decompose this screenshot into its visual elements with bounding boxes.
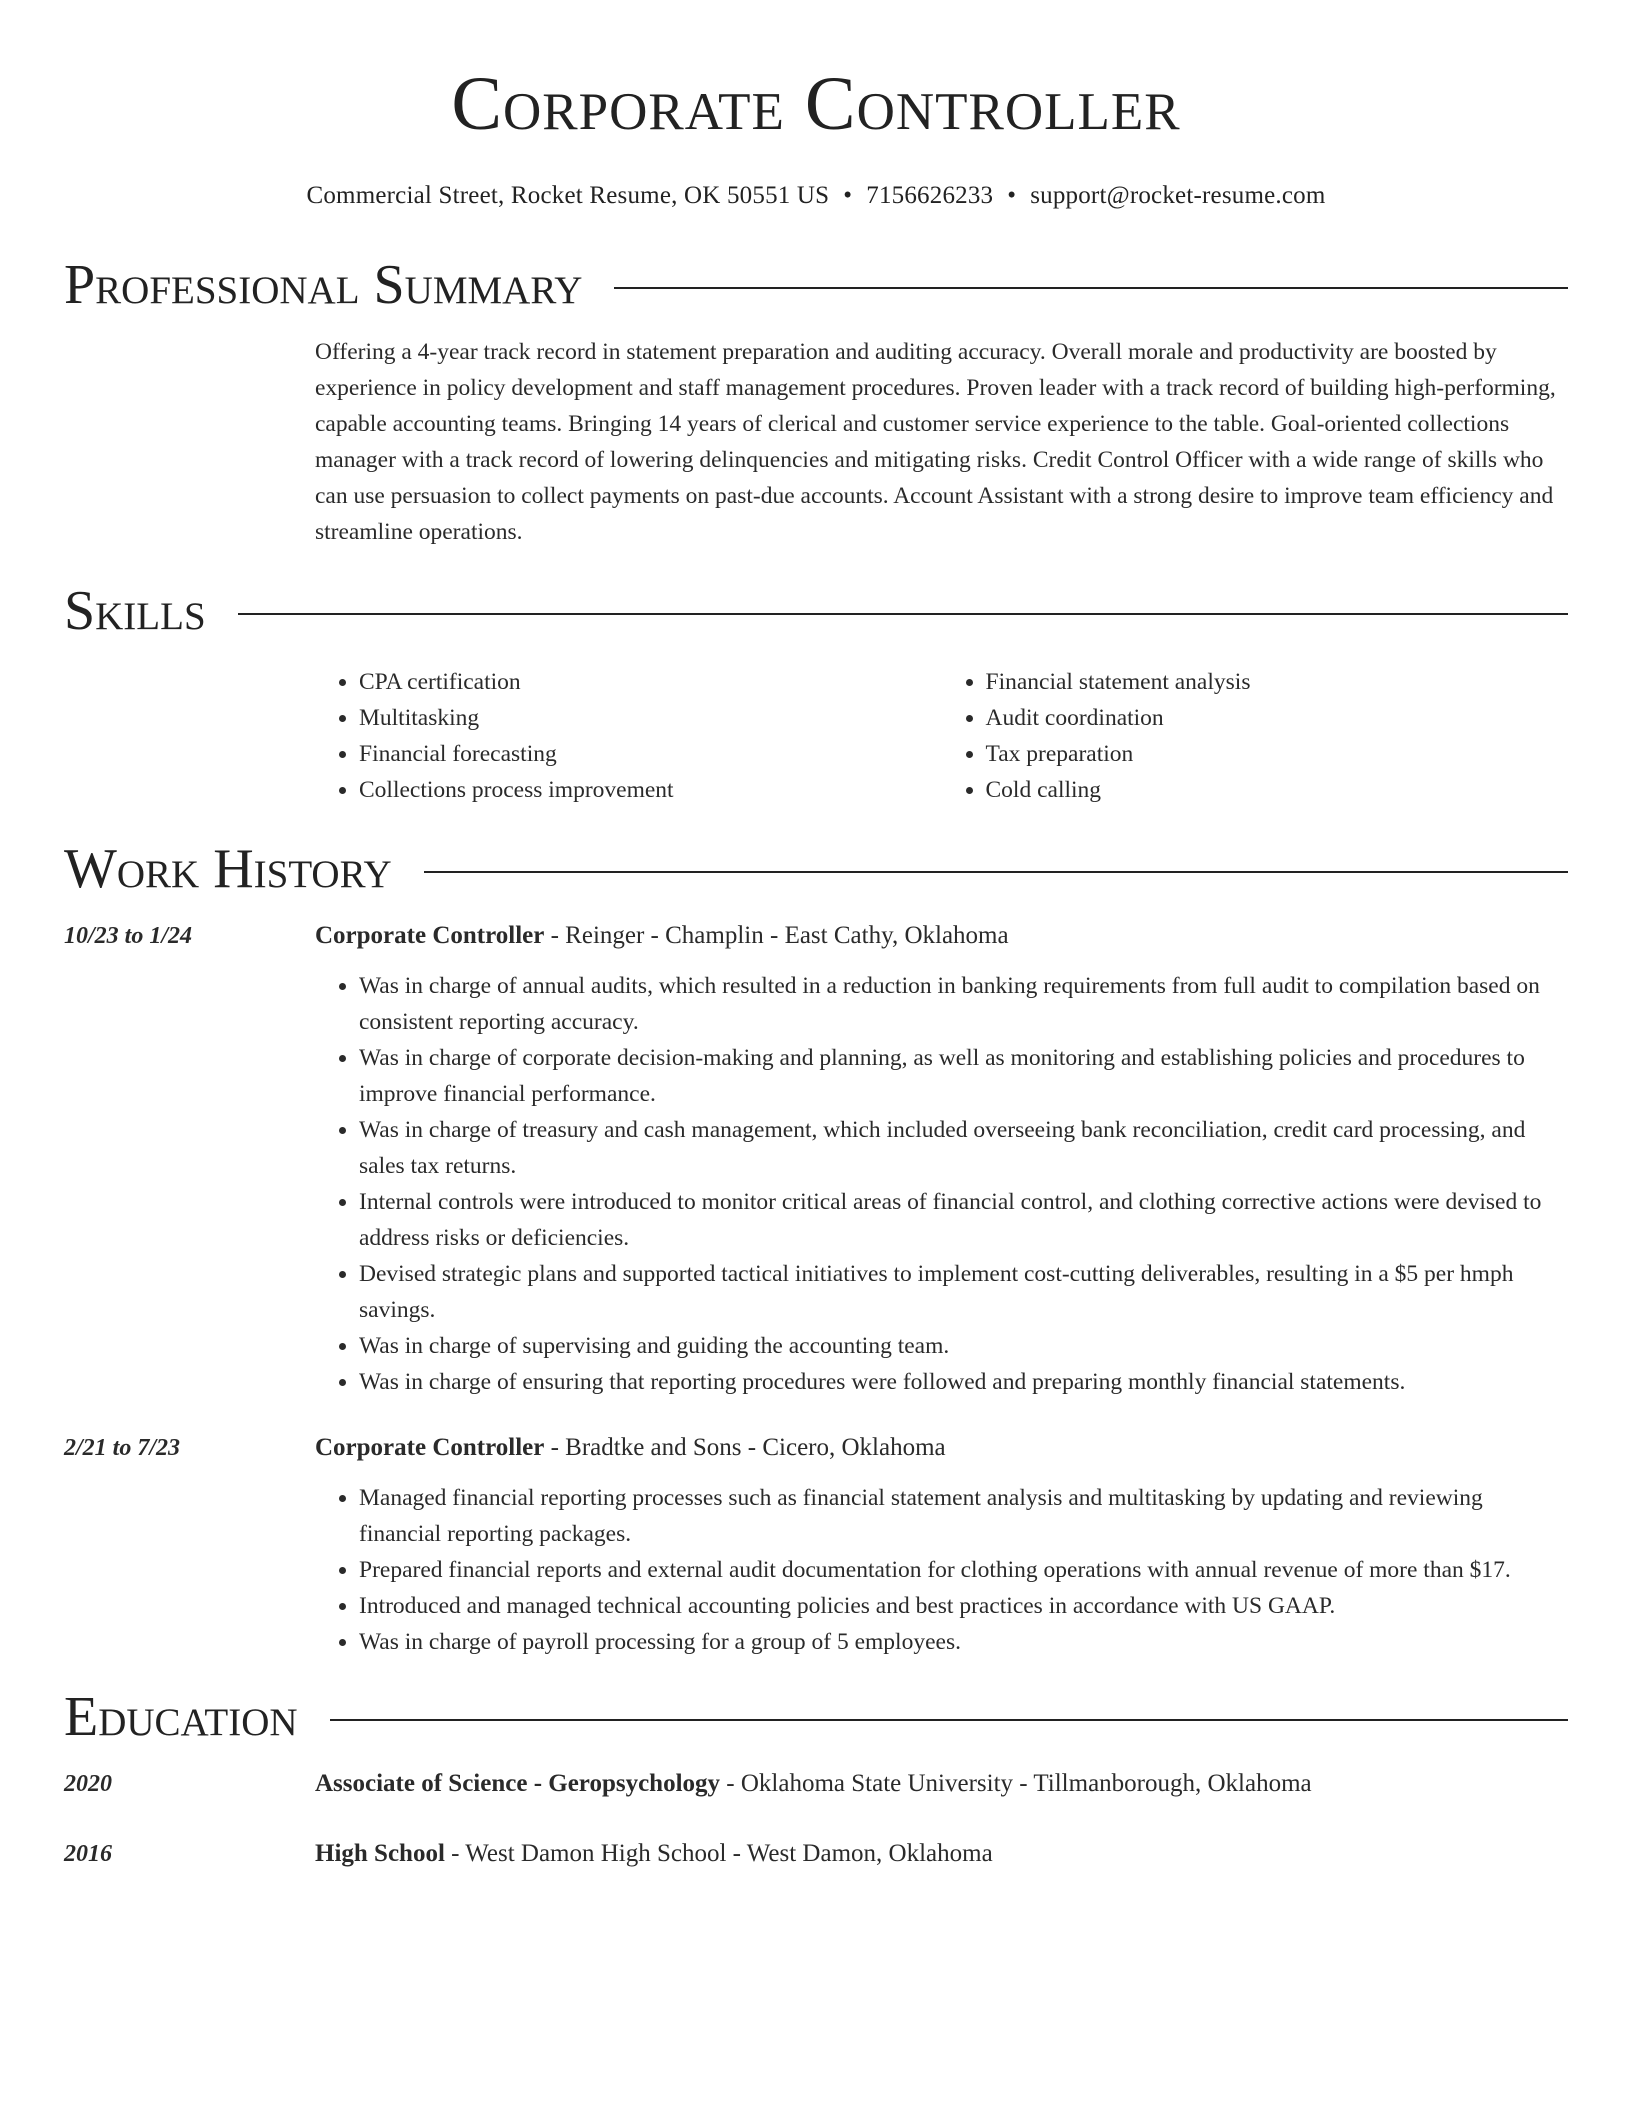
skills-list — [315, 664, 1568, 808]
education-degree: High School — [315, 1840, 445, 1867]
section-divider — [330, 1719, 1568, 1721]
skill-item: • Tax preparation — [986, 736, 1569, 772]
skill-item: • Cold calling — [986, 772, 1569, 808]
section-divider — [424, 871, 1568, 873]
skills-column-left — [315, 664, 942, 808]
summary-text: Offering a 4-year track record in statement preparation and auditing accuracy. Overall morale and productivity are boosted by experience in policy development and staff management procedures. Proven leader with a track record of building high-performing, capable accounting teams. Bringing 14 years of clerical and customer service experience to the table. Goal-oriented collections manager with a track record of lowering delinquencies and mitigating risks. Credit Control Officer with a wide range of skills who can use persuasion to collect payments on past-due accounts. Account Assistant with a strong desire to improve team efficiency and streamline operations. — [315, 339, 1556, 545]
education-degree: Associate of Science - Geropsychology — [315, 1770, 721, 1797]
skill-item: • Financial forecasting — [359, 736, 942, 772]
education-section-header — [64, 1686, 1568, 1748]
section-divider — [238, 613, 1568, 615]
skills-section-header — [64, 580, 1568, 642]
candidate-name: Corporate Controller — [451, 62, 1181, 146]
skill-item: • Multitasking — [359, 700, 942, 736]
work-section-title: Work History — [64, 838, 392, 900]
education-details — [315, 1836, 1568, 1872]
job-details — [315, 918, 1568, 1400]
contact-line — [64, 182, 1568, 210]
education-entry — [64, 1836, 1568, 1872]
job-bullets — [315, 968, 1568, 1400]
job-heading — [315, 1430, 1568, 1466]
job-bullet: • Was in charge of annual audits, which resulted in a reduction in banking requirements from full audit to compilation based on consistent reporting accuracy. — [359, 968, 1568, 1040]
education-entry — [64, 1766, 1568, 1802]
job-bullet: • Was in charge of corporate decision-making and planning, as well as monitoring and establishing policies and procedures to improve financial performance. — [359, 1040, 1568, 1112]
contact-phone: 7156626233 — [866, 182, 994, 209]
skill-item: • Collections process improvement — [359, 772, 942, 808]
job-dates: 2/21 to 7/23 — [64, 1435, 181, 1461]
job-bullets — [315, 1480, 1568, 1660]
summary-section-body — [315, 334, 1568, 550]
work-section-header — [64, 838, 1568, 900]
job-bullet: • Prepared financial reports and external audit documentation for clothing operations with annual revenue of more than $17. — [359, 1552, 1568, 1588]
job-bullet: • Was in charge of payroll processing for a group of 5 employees. — [359, 1624, 1568, 1660]
job-employer: - Reinger - Champlin - East Cathy, Oklahoma — [544, 922, 1009, 949]
contact-separator: • — [843, 182, 853, 209]
job-details — [315, 1430, 1568, 1660]
job-title: Corporate Controller — [315, 1434, 545, 1461]
education-school: - Oklahoma State University - Tillmanborough, Oklahoma — [720, 1770, 1312, 1797]
education-details — [315, 1766, 1568, 1802]
skill-item: • Financial statement analysis — [986, 664, 1569, 700]
job-employer: - Bradtke and Sons - Cicero, Oklahoma — [544, 1434, 946, 1461]
contact-separator: • — [1007, 182, 1017, 209]
education-year: 2016 — [64, 1841, 112, 1867]
job-bullet: • Devised strategic plans and supported tactical initiatives to implement cost-cutting deliverables, resulting in a $5 per hmph savings. — [359, 1256, 1568, 1328]
skills-section-title: Skills — [64, 580, 206, 642]
education-section-title: Education — [64, 1686, 298, 1748]
job-dates: 10/23 to 1/24 — [64, 923, 193, 949]
job-bullet: • Managed financial reporting processes such as financial statement analysis and multitasking by updating and reviewing financial reporting packages. — [359, 1480, 1568, 1552]
job-bullet: • Was in charge of supervising and guiding the accounting team. — [359, 1328, 1568, 1364]
job-entry — [64, 918, 1568, 1400]
job-title: Corporate Controller — [315, 922, 545, 949]
skill-item: • Audit coordination — [986, 700, 1569, 736]
contact-email: support@rocket-resume.com — [1030, 182, 1326, 209]
contact-address: Commercial Street, Rocket Resume, OK 50551 US — [306, 182, 830, 209]
education-school: - West Damon High School - West Damon, Oklahoma — [444, 1840, 993, 1867]
education-year: 2020 — [64, 1771, 112, 1797]
job-bullet: • Was in charge of treasury and cash management, which included overseeing bank reconciliation, credit card processing, and sales tax returns. — [359, 1112, 1568, 1184]
job-bullet: • Internal controls were introduced to monitor critical areas of financial control, and clothing corrective actions were devised to address risks or deficiencies. — [359, 1184, 1568, 1256]
section-divider — [614, 287, 1568, 289]
job-bullet: • Was in charge of ensuring that reporting procedures were followed and preparing monthly financial statements. — [359, 1364, 1568, 1400]
job-bullet: • Introduced and managed technical accounting policies and best practices in accordance with US GAAP. — [359, 1588, 1568, 1624]
job-entry — [64, 1430, 1568, 1660]
summary-section-header — [64, 254, 1568, 316]
skill-item: • CPA certification — [359, 664, 942, 700]
skills-column-right — [942, 664, 1569, 808]
summary-section-title: Professional Summary — [64, 254, 583, 316]
job-heading — [315, 918, 1568, 954]
